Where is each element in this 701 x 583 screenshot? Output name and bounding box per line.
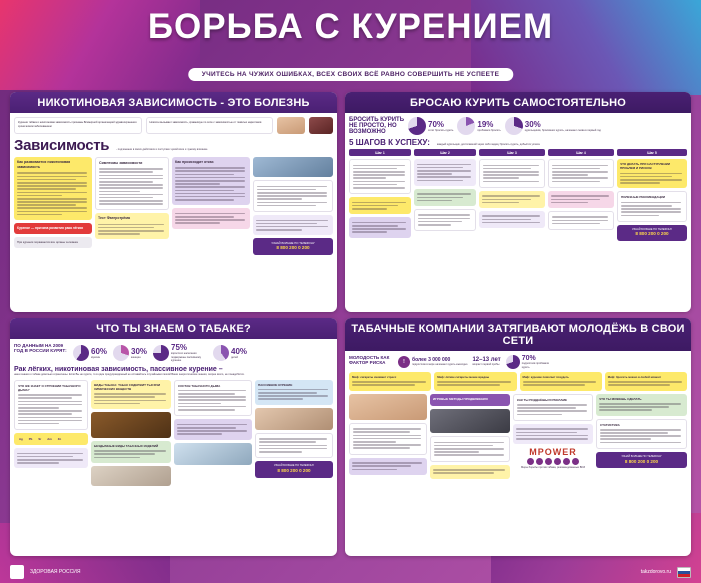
panel1-phone-number: 8 800 200 0 200 [276,245,310,251]
panel3-phone-number: 8 800 200 0 200 [277,467,311,473]
panel1-note-1: Курение табака и никотиновая зависимость признаны Всемирной организацией здравоохранения хроническим заболеванием [14,117,142,134]
mpower-icon-3 [545,458,552,465]
panel4-stat-2: 12–13 лет возраст первой пробы [472,357,501,367]
panel3-heading: ЧТО ТЫ ЗНАЕМ О ТАБАКЕ? [10,318,337,339]
panel1-note-2: Никотин вызывает зависимость, сравнимую по силе с зависимостью от тяжёлых наркотиков [146,117,274,134]
panel2-highlight-2 [414,189,476,206]
panel4-myth-1: Миф: сигареты снимают стресс [349,372,431,390]
poster-subtitle: УЧИТЕСЬ НА ЧУЖИХ ОШИБКАХ, ВСЕХ СВОИХ ВСЁ РАВНО СОВЕРШИТЬ НЕ УСПЕЕТЕ [188,68,513,81]
mpower-logo: MPOWER [529,447,577,458]
photo-smoker-silhouette [430,409,510,433]
donut-chart-1 [408,117,426,135]
placeholder-text-lines [608,381,684,386]
placeholder-text-lines [418,214,472,225]
donut-chart-children [213,345,229,361]
footer-site-label[interactable]: takzdorovo.ru [640,569,671,575]
element-ag: Ag [19,437,23,442]
panel4-block-a [349,423,427,455]
photo-child [255,408,333,430]
step-label-5: Шаг 5 [617,149,687,156]
placeholder-text-lines [621,202,683,216]
panel1-phone-box: УЗНАЙ БОЛЬШЕ ПО ТЕЛЕФОНУ 8 800 200 0 200 [253,238,333,255]
panel2-phone-box: УЗНАЙ БОЛЬШЕ ПО ТЕЛЕФОНУ 8 800 200 0 200 [617,225,687,241]
placeholder-text-lines [259,438,329,452]
panel4-stat-1: ! более 3 000 000 подростков в мире начинают курить ежегодно [398,356,467,368]
panel3-elements-box [14,433,88,445]
placeholder-text-lines [177,424,249,435]
panel2-stat-2: 19% пробовали бросить [457,117,500,135]
panel4-block-b [430,436,510,462]
panel3-body [10,339,337,490]
placeholder-text-lines [433,469,507,474]
panel4-footer-block-1: ИГРОВЫЕ МЕТОДЫ ПРОДВИЖЕНИЯ [430,394,510,406]
placeholder-text-lines [434,442,506,456]
panel-tobacco-companies-youth [345,318,691,556]
placeholder-text-lines [352,202,408,210]
panel-quit-smoking [345,92,691,312]
placeholder-text-lines [620,173,684,184]
step-body-3 [479,159,545,188]
panel4-myth-4: Миф: бросить можно в любой момент [605,372,687,390]
placeholder-text-lines [178,390,248,411]
panel1-col-4b [253,215,333,235]
panel-nicotine-addiction [10,92,337,312]
placeholder-text-lines [94,393,168,404]
panel1-col-2: Симптомы зависимости [95,157,169,210]
panel1-col-1: Как развивается никотиновая зависимость [14,157,92,220]
placeholder-text-lines [94,450,168,458]
footer-logo-icon [10,565,24,579]
panel4-block-c [513,424,593,444]
element-zn: Zn [57,437,62,442]
donut-chart-women [113,345,129,361]
panel2-lead: БРОСИТЬ КУРИТЬ НЕ ПРОСТО, НО ВОЗМОЖНО [349,117,405,135]
donut-chart-passive [153,345,169,361]
panel3-block-3: БЕЗДЫМНЫЕ ВИДЫ ТАБАЧНЫХ ИЗДЕЛИЙ [91,441,171,463]
mpower-note: Меры борьбы против табака, рекомендованные ВОЗ [521,466,585,470]
panel1-heading: НИКОТИНОВАЯ ЗАВИСИМОСТЬ - ЭТО БОЛЕЗНЬ [10,92,337,113]
placeholder-text-lines [98,224,166,235]
footer-right[interactable] [641,567,691,578]
footer-left [10,565,80,579]
panel4-body [345,351,691,483]
step-label-2: Шаг 2 [414,149,476,156]
panel3-stats-title: ПО ДАННЫМ НА 2009 ГОД В РОССИИ КУРЯТ: [14,343,67,353]
panel1-col-3: Как происходит отказ [172,157,250,205]
panel3-stat-3: 75% взрослого населения подвержены пассивному курению [153,343,207,363]
panel2-steps-caption: каждый курильщик, достигавший через себя задачу бросить курить, добьётся успеха [436,143,540,146]
panel3-block-5: ПАССИВНОЕ КУРЕНИЕ [255,380,333,405]
placeholder-text-lines [17,172,89,215]
placeholder-text-lines [483,165,541,183]
panel3-block-1b [14,448,88,468]
panel3-stat-2: 30% женщин [113,343,147,363]
panel1-body [10,113,337,259]
placeholder-text-lines [256,220,330,231]
placeholder-text-lines [599,403,684,411]
donut-chart-teens [506,355,520,369]
donut-chart-men [73,345,89,361]
placeholder-text-lines [258,389,330,400]
panel3-stat-4: 40% детей [213,343,247,363]
panel3-block-4b [174,419,252,439]
panel2-extra-2 [414,209,476,231]
element-sr: Sr [38,437,42,442]
footer-left-label: ЗДОРОВАЯ РОССИЯ [30,569,81,575]
panel4-lead: МОЛОДОСТЬ КАК ФАКТОР РИСКА [349,355,390,365]
panel2-extra-3 [479,211,545,228]
placeholder-text-lines [352,462,424,470]
panel2-extra-1 [349,217,411,237]
panel4-footer-block-3: ЧТО ТЫ МОЖЕШЬ СДЕЛАТЬ [596,394,687,416]
placeholder-text-lines [482,215,542,223]
placeholder-text-lines [437,381,513,386]
placeholder-text-lines [352,222,408,233]
panel3-block-1: ЧТО ЖЕ ЗНАЕТ О СТРОЕНИИ ТАБАЧНОГО ДЫМА? [14,380,88,431]
mpower-icon-5 [563,458,570,465]
photo-lungs [309,117,333,134]
placeholder-text-lines [417,164,473,182]
panel4-phone-box: УЗНАЙ БОЛЬШЕ ПО ТЕЛЕФОНУ 8 800 200 0 200 [596,452,687,468]
panel1-bigword: Зависимость [14,137,110,154]
placeholder-text-lines [99,168,165,205]
panel2-phone-number: 8 800 200 0 200 [635,231,669,237]
placeholder-text-lines [17,453,85,464]
panel4-myth-2: Миф: лёгкие сигареты менее вредны [434,372,516,390]
panel3-block-4: СОСТАВ ТАБАЧНОГО ДЫМА [174,380,252,417]
placeholder-text-lines [417,193,473,201]
placeholder-text-lines [353,165,407,189]
mpower-icon-2 [536,458,543,465]
flag-icon [677,567,691,578]
panel1-red-box: Курение — причина развития рака лёгких [14,223,92,234]
placeholder-text-lines [353,428,423,449]
panel2-stat-1: 70% хотят бросить курить [408,117,453,135]
panel3-lead-sub: наши знания о табаке довольно ограничены. Если Вы не курите, то в один предупреждённый не оставайтесь случайными пачкой Ваши энергетические знания, скорее всего, не понадобятся. [14,372,245,376]
poster-footer [0,561,701,583]
poster-title: БОРЬБА С КУРЕНИЕМ [147,7,554,46]
placeholder-text-lines [552,216,610,224]
mpower-icons [513,458,593,465]
panel2-highlight-1 [349,197,411,214]
placeholder-text-lines [257,186,329,207]
panel1-col-4 [253,180,333,212]
panel-tobacco-knowledge [10,318,337,556]
mpower-icon-1 [527,458,534,465]
mpower-icon-4 [554,458,561,465]
step-label-4: Шаг 4 [548,149,614,156]
panel2-body [345,113,691,245]
panel2-highlight-4 [548,191,614,208]
panel3-lead-wrap [14,366,333,377]
panel1-risk-note: При курении поражаются все органы человека [14,237,92,248]
placeholder-text-lines [175,213,247,224]
panel2-extra-4 [548,211,614,230]
panel4-footer-block-4: СТАТИСТИКА [596,419,687,449]
panel3-lead: Рак лёгких, никотиновая зависимость, пассивное курение – [14,365,223,373]
icon-youth: ! [398,356,410,368]
step-body-2 [414,159,476,186]
placeholder-text-lines [516,428,590,439]
panel4-myth-3: Миф: курение помогает похудеть [520,372,602,390]
step-label-1: Шаг 1 [349,149,411,156]
placeholder-text-lines [175,167,247,200]
panel3-block-2: ВИДЫ ТАБАКА: ТАБАК СОДЕРЖИТ ТЫСЯЧИ ХИМИЧЕСКИХ ВЕЩЕСТВ [91,380,171,409]
panel3-stat-1: 60% мужчин [73,343,107,363]
panel4-block-b2 [430,465,510,479]
placeholder-text-lines [551,195,611,203]
placeholder-text-lines [482,195,542,203]
panel4-footer-block-2: КАК ТЫ ПОДДАЁШЬСЯ РЕКЛАМЕ [513,394,593,421]
step-label-3: Шаг 3 [479,149,545,156]
panel2-heading: БРОСАЮ КУРИТЬ САМОСТОЯТЕЛЬНО [345,92,691,113]
panel2-side-title: ЧТО ДЕЛАТЬ ПРИ НАСТУПЛЕНИИ ПРОБЛЕМ И РИСКОВ [617,159,687,188]
element-pb: Pb [28,437,33,442]
panel3-phone-box: УЗНАЙ БОЛЬШЕ ПО ТЕЛЕФОНУ 8 800 200 0 200 [255,461,333,477]
donut-chart-2 [457,117,475,135]
panel4-block-a2 [349,458,427,475]
mpower-icon-6 [572,458,579,465]
placeholder-text-lines [517,404,589,415]
placeholder-text-lines [552,165,610,183]
photo-doctor [174,443,252,465]
photo-tobacco-leaves [91,412,171,438]
panel2-steps-title: 5 ШАГОВ К УСПЕХУ: [349,138,430,147]
panel3-block-5b [255,433,333,459]
placeholder-text-lines [523,381,599,386]
panel1-extra-box [172,208,250,228]
panel4-stat-3: 70% подростков пробовали курить [506,355,552,369]
panel4-heading: ТАБАЧНЫЕ КОМПАНИИ ЗАТЯГИВАЮТ МОЛОДЁЖЬ В СВОИ СЕТИ [345,318,691,351]
panel4-mpower-wrap [513,447,593,470]
panel2-note-box: ПОЛЕЗНЫЕ РЕКОМЕНДАЦИИ [617,191,687,221]
photo-hands [349,394,427,420]
panel1-subcaption: - подчинение в своих действиях и поступках чужой воле и чужому влиянию [116,148,208,152]
photo-cigarettes [91,466,171,486]
donut-chart-3 [505,117,523,135]
panel1-test-box: Тест Фагерстрёма [95,213,169,239]
placeholder-text-lines [352,381,428,386]
panel2-highlight-3 [479,191,545,208]
step-body-4 [548,159,614,188]
panel2-stat-3: 30% курильщиков, бросивших курить, начинают снова в первый год [505,117,601,135]
placeholder-text-lines [600,429,683,443]
element-am: Am [47,437,52,442]
placeholder-text-lines [18,394,84,424]
photo-hand-cigarette [277,117,305,134]
photo-group [253,157,333,177]
step-body-1 [349,159,411,194]
panel4-phone-number: 8 800 200 0 200 [624,458,659,464]
